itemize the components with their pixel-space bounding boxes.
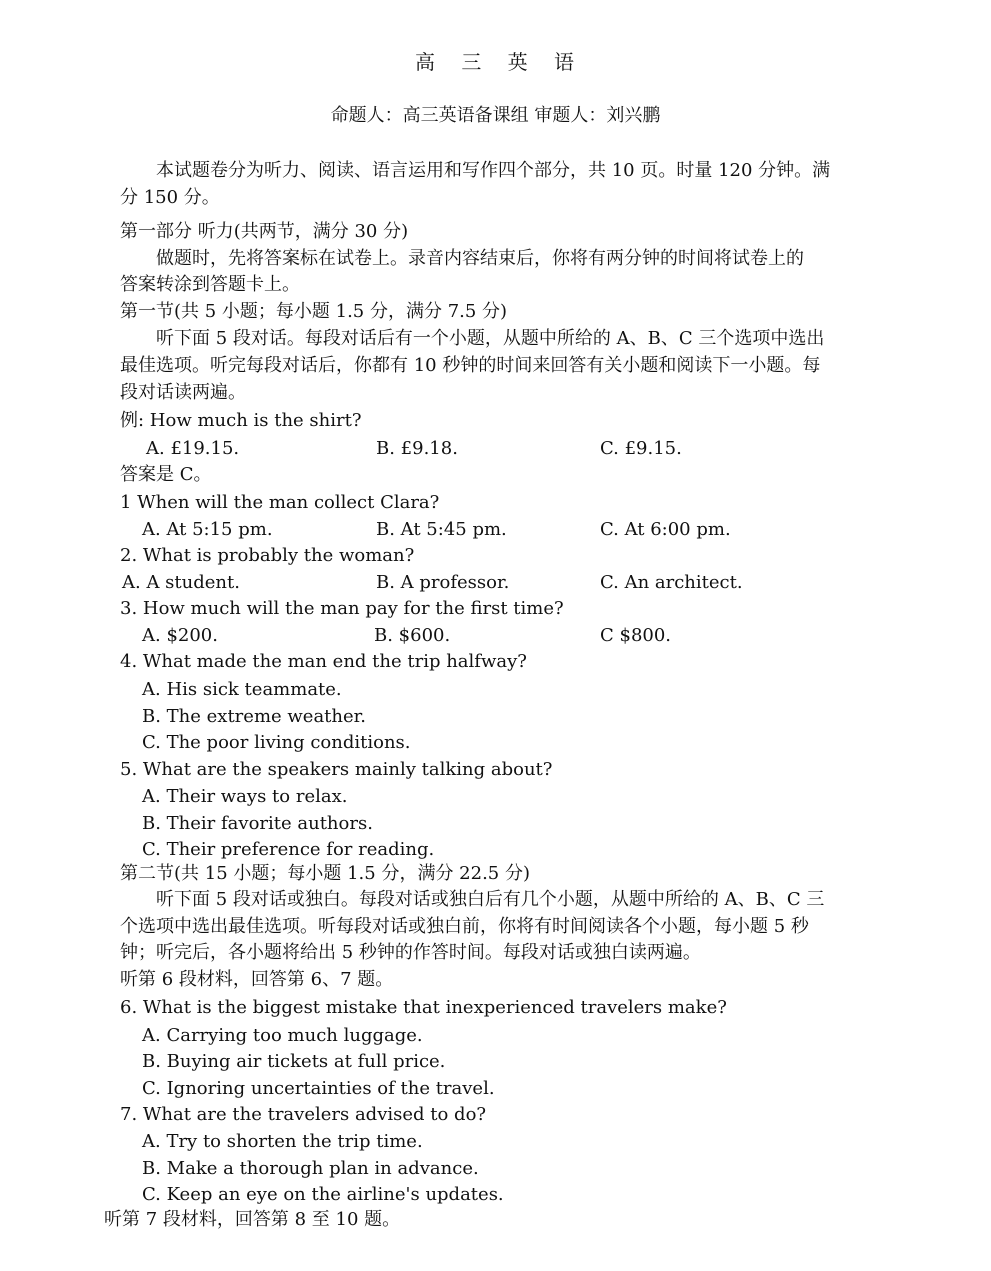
q5-option-a: A. Their ways to relax. [142,786,348,807]
q1-option-b: B. At 5:45 pm. [376,519,507,540]
q3-option-c: C $800. [600,625,672,646]
example-option-b: B. £9.18. [376,438,458,459]
section2-instructions: 听下面 5 段对话或独白。每段对话或独白后有几个小题，从题中所给的 A、B、C 三 [156,889,825,910]
q7-option-c: C. Keep an eye on the airline's updates. [142,1184,504,1205]
title-char: 语 [554,50,577,74]
section1-instructions: 听下面 5 段对话。每段对话后有一个小题，从题中所给的 A、B、C 三个选项中选出 [156,328,825,349]
q1-option-c: C. At 6:00 pm. [600,519,731,540]
section2-instructions: 个选项中选出最佳选项。听每段对话或独白前，你将有时间阅读各个小题，每小题 5 秒 [120,916,809,937]
example-answer: 答案是 C。 [120,464,212,485]
example-option-a: A. £19.15. [146,438,240,459]
part1-note: 做题时，先将答案标在试卷上。录音内容结束后，你将有两分钟的时间将试卷上的 [156,248,804,269]
q7-option-b: B. Make a thorough plan in advance. [142,1158,479,1179]
intro-line: 本试题卷分为听力、阅读、语言运用和写作四个部分，共 10 页。时量 120 分钟。满 [156,160,831,181]
q4-option-b: B. The extreme weather. [142,706,366,727]
section2-instructions: 钟；听完后，各小题将给出 5 秒钟的作答时间。每段对话或独白读两遍。 [120,942,701,963]
q5-option-b: B. Their favorite authors. [142,813,373,834]
q2-option-b: B. A professor. [376,572,510,593]
material-6-prompt: 听第 6 段材料，回答第 6、7 题。 [120,969,394,990]
q7-option-a: A. Try to shorten the trip time. [142,1131,423,1152]
question-6: 6. What is the biggest mistake that inexperienced travelers make? [120,997,727,1018]
question-3: 3. How much will the man pay for the first time? [120,598,564,619]
section1-heading: 第一节(共 5 小题；每小题 1.5 分，满分 7.5 分) [120,301,508,322]
intro-line: 分 150 分。 [120,187,220,208]
q6-option-a: A. Carrying too much luggage. [142,1025,423,1046]
example-question: 例: How much is the shirt? [120,410,362,431]
question-5: 5. What are the speakers mainly talking about? [120,759,553,780]
title-char: 英 [507,50,530,74]
question-2: 2. What is probably the woman? [120,545,415,566]
q4-option-c: C. The poor living conditions. [142,732,411,753]
title-char: 三 [461,50,484,74]
q6-option-b: B. Buying air tickets at full price. [142,1051,446,1072]
section1-instructions: 段对话读两遍。 [120,382,246,403]
page-title [0,50,991,74]
section1-instructions: 最佳选项。听完每段对话后，你都有 10 秒钟的时间来回答有关小题和阅读下一小题。每 [120,355,821,376]
question-4: 4. What made the man end the trip halfway? [120,651,527,672]
q3-option-b: B. $600. [374,625,451,646]
question-7: 7. What are the travelers advised to do? [120,1104,487,1125]
q2-option-a: A. A student. [122,572,240,593]
title-char: 高 [414,50,437,74]
q2-option-c: C. An architect. [600,572,743,593]
material-7-prompt: 听第 7 段材料，回答第 8 至 10 题。 [104,1209,401,1230]
question-1: 1 When will the man collect Clara? [120,492,440,513]
section2-heading: 第二节(共 15 小题；每小题 1.5 分，满分 22.5 分) [120,863,530,884]
q4-option-a: A. His sick teammate. [142,679,342,700]
part1-note: 答案转涂到答题卡上。 [120,274,300,295]
part1-heading: 第一部分 听力(共两节，满分 30 分) [120,221,409,242]
q6-option-c: C. Ignoring uncertainties of the travel. [142,1078,495,1099]
q5-option-c: C. Their preference for reading. [142,839,435,860]
q1-option-a: A. At 5:15 pm. [142,519,273,540]
q3-option-a: A. $200. [142,625,218,646]
example-option-c: C. £9.15. [600,438,682,459]
exam-authors: 命题人：高三英语备课组 审题人：刘兴鹏 [330,105,661,126]
